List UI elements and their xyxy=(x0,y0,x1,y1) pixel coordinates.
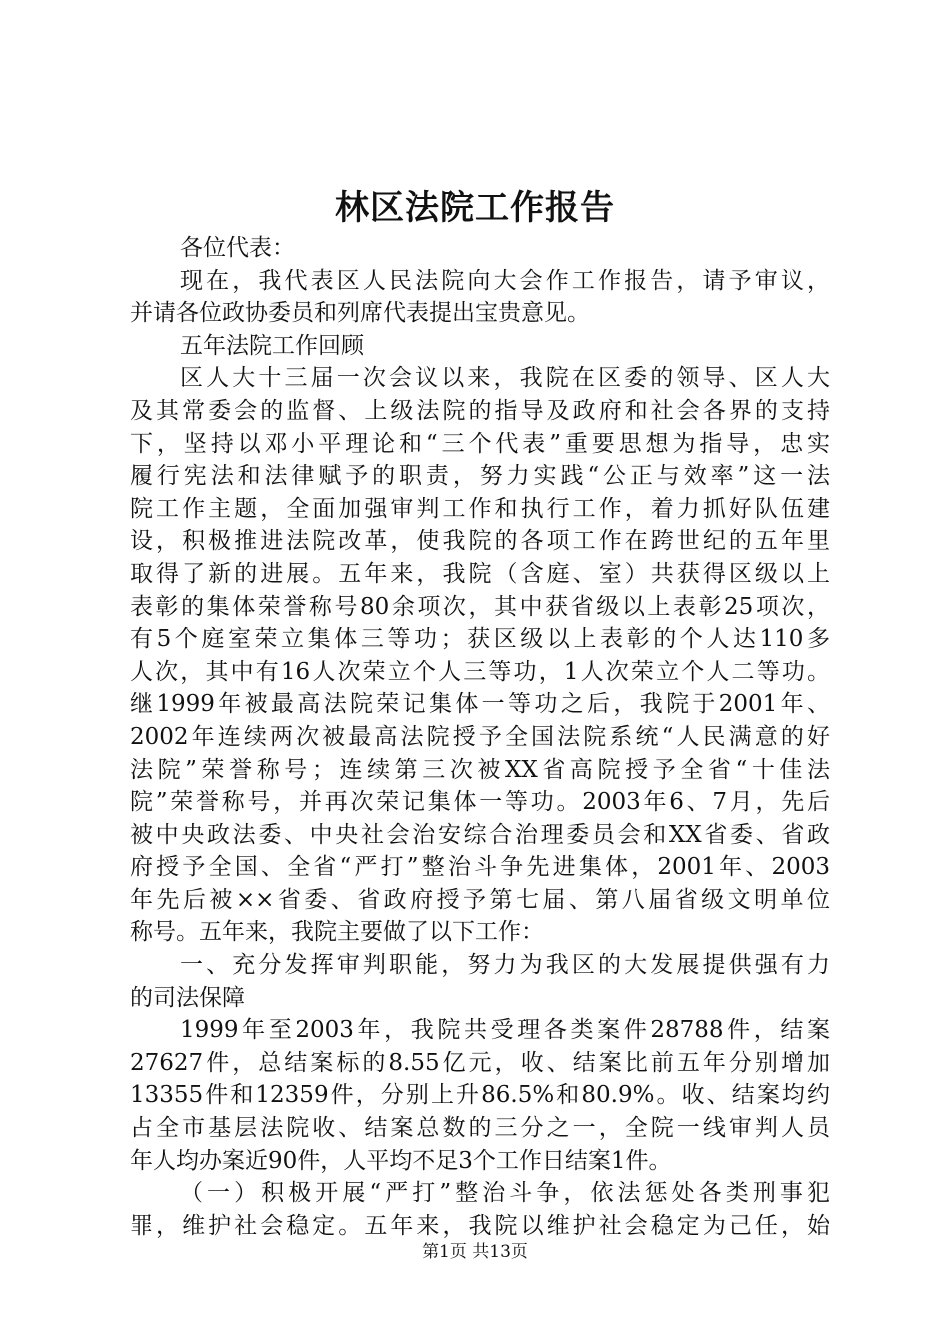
text-line: 现在，我代表区人民法院向大会作工作报告，请予审议， xyxy=(180,267,830,294)
text-line: 法院”荣誉称号；连续第三次被XX省高院授予全省“十佳法 xyxy=(130,756,830,783)
text-line: 各位代表： xyxy=(180,235,295,261)
text-line: 年先后被××省委、省政府授予第七届、第八届省级文明单位 xyxy=(130,886,830,913)
text-line: 下，坚持以邓小平理论和“三个代表”重要思想为指导，忠实 xyxy=(130,430,830,457)
text-line: 区人大十三届一次会议以来，我院在区委的领导、区人大 xyxy=(180,365,830,392)
text-line: 的司法保障 xyxy=(130,984,245,1011)
document-body xyxy=(130,232,830,1242)
text-line: 院”荣誉称号，并再次荣记集体一等功。2003年6、7月，先后 xyxy=(130,789,830,816)
text-line: 并请各位政协委员和列席代表提出宝贵意见。 xyxy=(130,300,590,327)
text-line: 罪，维护社会稳定。五年来，我院以维护社会稳定为己任，始 xyxy=(130,1212,830,1239)
text-line: 13355件和12359件，分别上升86.5%和80.9%。收、结案均约 xyxy=(130,1082,830,1109)
text-line: 履行宪法和法律赋予的职责，努力实践“公正与效率”这一法 xyxy=(130,463,830,490)
text-line: 人次，其中有16人次荣立个人三等功，1人次荣立个人二等功。 xyxy=(130,658,830,685)
text-line: 设，积极推进法院改革，使我院的各项工作在跨世纪的五年里 xyxy=(130,528,830,555)
text-line: 继1999年被最高法院荣记集体一等功之后，我院于2001年、 xyxy=(130,691,830,718)
text-line: 府授予全国、全省“严打”整治斗争先进集体，2001年、2003 xyxy=(130,854,830,881)
page-footer: 第1页 共13页 xyxy=(422,1242,528,1262)
text-line: （一）积极开展“严打”整治斗争，依法惩处各类刑事犯 xyxy=(180,1180,830,1207)
document-title: 林区法院工作报告 xyxy=(335,188,615,228)
text-line: 2002年连续两次被最高法院授予全国法院系统“人民满意的好 xyxy=(130,723,830,750)
text-line: 27627件，总结案标的8.55亿元，收、结案比前五年分别增加 xyxy=(130,1049,830,1076)
text-line: 年人均办案近90件，人平均不足3个工作日结案1件。 xyxy=(130,1147,672,1174)
text-line: 取得了新的进展。五年来，我院（含庭、室）共获得区级以上 xyxy=(130,560,830,587)
text-line: 及其常委会的监督、上级法院的指导及政府和社会各界的支持 xyxy=(130,397,830,424)
text-line: 表彰的集体荣誉称号80余项次，其中获省级以上表彰25项次， xyxy=(130,593,830,620)
text-line: 一、充分发挥审判职能，努力为我区的大发展提供强有力 xyxy=(180,952,830,979)
text-line: 称号。五年来，我院主要做了以下工作： xyxy=(130,919,544,946)
text-line: 五年法院工作回顾 xyxy=(180,332,364,359)
text-line: 1999年至2003年，我院共受理各类案件28788件，结案 xyxy=(180,1017,830,1044)
text-line: 被中央政法委、中央社会治安综合治理委员会和XX省委、省政 xyxy=(130,821,830,848)
text-line: 有5个庭室荣立集体三等功；获区级以上表彰的个人达110多 xyxy=(130,626,830,653)
text-line: 院工作主题，全面加强审判工作和执行工作，着力抓好队伍建 xyxy=(130,495,830,522)
text-line: 占全市基层法院收、结案总数的三分之一，全院一线审判人员 xyxy=(130,1115,830,1142)
